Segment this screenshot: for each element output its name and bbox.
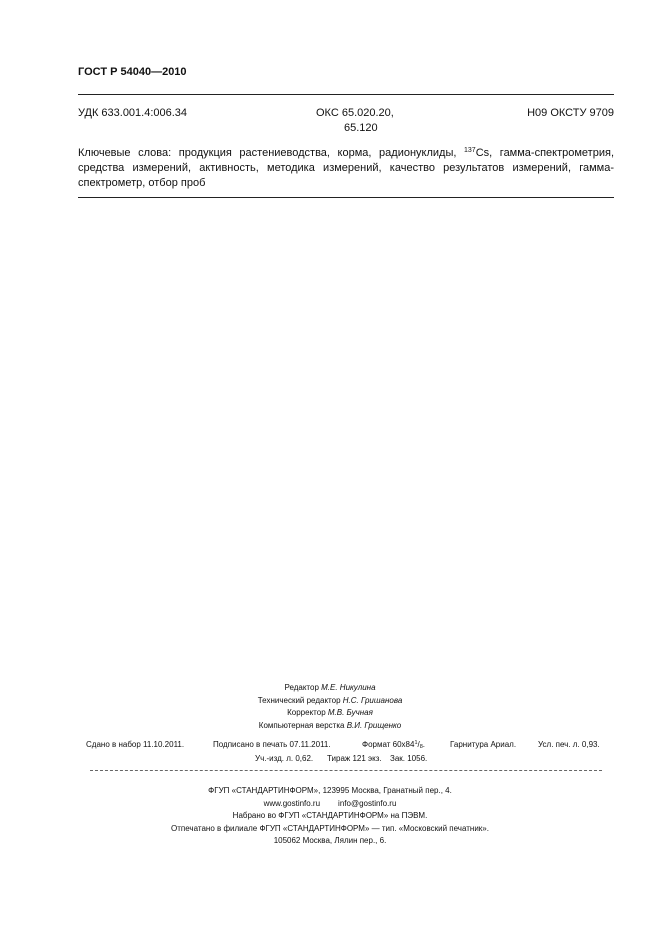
credits-block [200, 682, 460, 732]
publication-line2 [78, 752, 614, 766]
publication-line1 [78, 738, 614, 752]
keywords-suffix: , гамма-спектрометрия, средства измерений, активность, методика измерений, качество результатов измерений, гамма-спектрометр, отбор проб [78, 147, 614, 189]
printed-note: Отпечатано в филиале ФГУП «СТАНДАРТИНФОРМ» — тип. «Московский печатник». [171, 823, 489, 833]
publisher-address: ФГУП «СТАНДАРТИНФОРМ», 123995 Москва, Гранатный пер., 4. [208, 786, 452, 795]
header-rule [78, 94, 614, 95]
credit-proofreader: Корректор М.В. Бучная [287, 708, 373, 717]
isotope-mass-number: 137 [464, 147, 476, 154]
keywords-paragraph [78, 146, 614, 191]
typeface: Гарнитура Ариал. [450, 740, 517, 749]
contact-line [120, 798, 540, 811]
print-sheets: Усл. печ. л. 0,93. [538, 740, 600, 749]
signed-date: Подписано в печать 07.11.2011. [213, 740, 331, 749]
udc-code: УДК 633.001.4:006.34 [78, 107, 188, 119]
credit-layout: Компьютерная верстка В.И. Грищенко [258, 720, 402, 730]
typeset-note: Набрано во ФГУП «СТАНДАРТИНФОРМ» на ПЭВМ. [232, 811, 428, 820]
order-number: Зак. 1056. [390, 754, 428, 763]
standard-title: ГОСТ Р 54040—2010 [78, 66, 187, 78]
website-link[interactable]: www.gostinfo.ru [263, 798, 321, 808]
submitted-date: Сдано в набор 11.10.2011. [86, 740, 185, 749]
keywords-rule [78, 197, 614, 198]
isotope-symbol: Cs [475, 147, 490, 159]
oks-code-line2: 65.120 [344, 122, 378, 134]
printer-address: 105062 Москва, Лялин пер., 6. [273, 836, 387, 845]
credit-editor: Редактор М.Е. Никулина [284, 683, 376, 692]
credit-technical-editor: Технический редактор Н.С. Гришанова [257, 695, 403, 705]
edition-sheets: Уч.-изд. л. 0,62. [255, 754, 314, 763]
imprint-divider [90, 770, 602, 771]
okstu-code: Н09 ОКСТУ 9709 [527, 107, 614, 119]
oks-code-line1: ОКС 65.020.20, [316, 107, 394, 119]
circulation: Тираж 121 экз. [327, 754, 382, 763]
imprint-block [120, 785, 540, 848]
keywords-prefix: Ключевые слова: продукция растениеводства, корма, радионуклиды, [78, 147, 465, 159]
paper-format: Формат $60х84^1/_8$. [362, 740, 426, 750]
email-link[interactable]: info@gostinfo.ru [338, 798, 397, 808]
